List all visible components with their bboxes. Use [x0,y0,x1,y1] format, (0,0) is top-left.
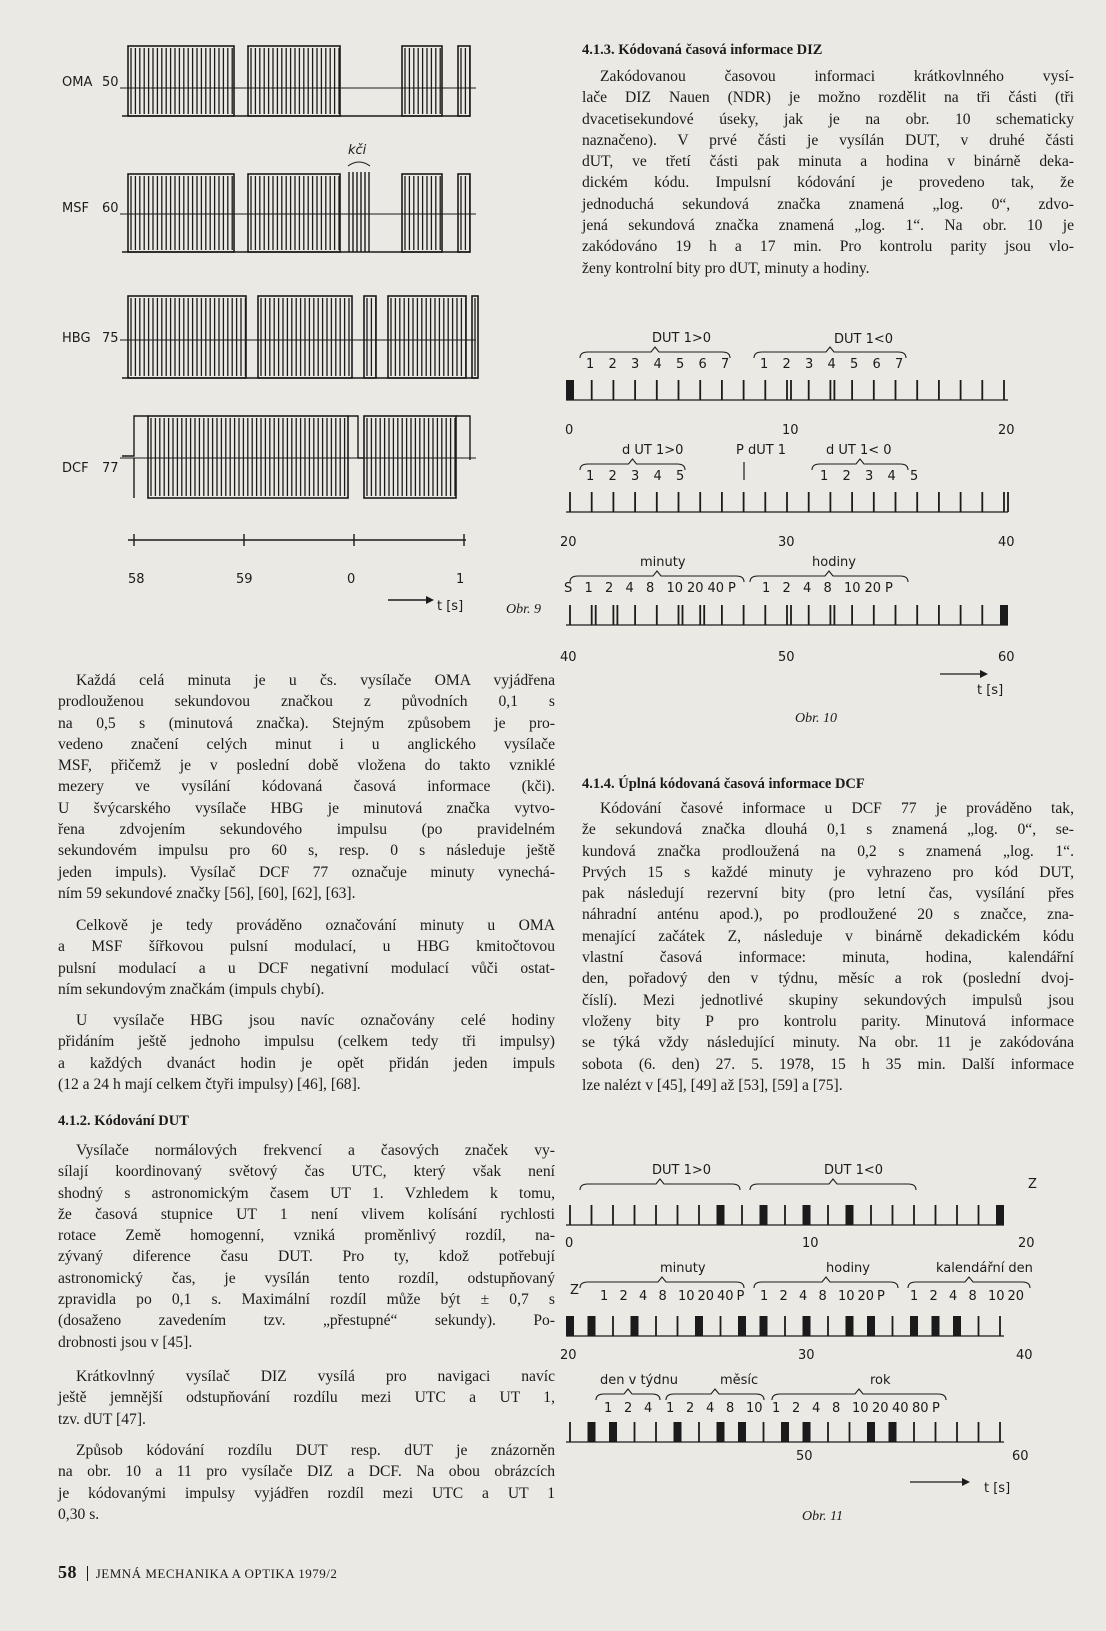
bit-number: 1 [762,581,771,596]
axis-mid: 30 [798,1348,815,1363]
bit-number: 4 [653,357,662,372]
brace-month [666,1389,764,1400]
figure-10 [560,320,1070,726]
text-line: a každých dvanáct hodin je opět přidán jeden impuls [58,1054,555,1072]
bit-number: 2 [608,469,617,484]
f11r3-long-pulse [738,1422,746,1442]
bit-number: P [932,1401,940,1416]
bit-number: 2 [929,1289,938,1304]
bit-number: 40 [892,1401,909,1416]
text-line: (12 a 24 h mají celkem čtyři impulsy) [46], [68]. [58,1075,361,1093]
f11r3-long-pulse [674,1422,682,1442]
text-line: rotace Země homogenní, vzniká proměnlivý rozdíl, na- [58,1227,555,1245]
bit-number: 2 [619,1289,628,1304]
f11r3-long-pulse [867,1422,875,1442]
text-line: kundová značka prodloužená na 0,2 s znamená „log. 1“. [582,842,1074,860]
bit-number: 4 [803,581,812,596]
f11r3-long-pulse [588,1422,596,1442]
block-outline [364,296,376,378]
text-line: tzv. dUT [47]. [58,1410,146,1428]
f11r2-long-pulse [738,1316,746,1336]
station-num-hbg: 75 [102,331,119,346]
bit-number: 2 [842,469,851,484]
dut-positive-label: DUT 1>0 [652,331,712,346]
axis-end: 20 [998,423,1015,438]
paragraph-dut-coding [58,1140,555,1353]
dcf-gap [348,416,364,458]
text-line: ním sekundovým značkám (impuls chybí). [58,980,325,998]
bit-number: 20 [1007,1289,1025,1304]
bit-number: 2 [624,1401,633,1416]
arrow-head [980,670,988,678]
time-unit-label: t [s] [977,683,1004,698]
bit-number: P [728,581,736,596]
dut-small-negative-label: d UT 1< 0 [826,443,892,458]
bit-number: 1 [820,469,829,484]
bit-number: 5 [676,469,685,484]
dcf-signal-block [148,416,348,498]
text-line: jená sekundová značka znamená „log. 1“. Na obr. 10 je [582,217,1074,235]
bit-number: 3 [865,469,874,484]
brace-year [772,1389,946,1400]
text-line: pak následují rezervní bity (pro letní čas, vysílání přes [582,885,1074,903]
bit-number: 4 [799,1289,808,1304]
text-line: že časová stupnice UT 1 není vlivem kolísání rychlosti [58,1205,555,1223]
paragraph-coding-method [58,1440,555,1525]
text-line: že sekundová značka dlouhá 0,1 s znamená „log. 0“, se- [582,821,1074,839]
text-line: jeden impuls). Vysílač DCF 77 označuje minuty vynechá- [58,863,555,881]
axis-end: 60 [1012,1449,1029,1464]
bit-number: 20 [872,1401,889,1416]
minutes-label: minuty [660,1261,706,1276]
station-num-oma: 50 [102,75,119,90]
bit-number: 6 [698,357,707,372]
hours-label: hodiny [826,1261,870,1276]
hbg-pulse-block [128,296,246,378]
dcf-edge [122,416,148,498]
journal-name: JEMNÁ MECHANIKA A OPTIKA 1979/2 [87,1566,338,1581]
f11r2-long-pulse [760,1316,768,1336]
bit-number: P [877,1289,885,1304]
bit-number: 2 [608,357,617,372]
axis-mid: 10 [802,1236,819,1251]
dcf-signal-block [364,416,456,498]
text-line: Krátkovlnný vysílač DIZ vysílá pro navigaci navíc [76,1368,555,1385]
f11r3-long-pulse [717,1422,725,1442]
f11r1-long-pulse [996,1205,1004,1225]
bit-number: 6 [872,357,881,372]
bit-number: 4 [653,469,662,484]
paragraph-dcf-coding [582,798,1074,1096]
bit-number: 8 [726,1401,735,1416]
brace-dut-positive [580,1179,740,1190]
page-number: 58 [58,1562,77,1582]
text-line: Vysílače normálových frekvencí a časových značek vy- [76,1142,555,1159]
text-line: zakódováno 19 h a 17 min. Pro kontrolu parity jsou vlo- [582,238,1074,256]
text-line: je kódovanými impulsy vyjádřen rozdíl mezi UTC a UT 1 [58,1484,555,1502]
station-label-oma: OMA [62,75,93,90]
station-num-msf: 60 [102,201,119,216]
bit-number: S [564,581,573,596]
text-line: na 0,5 s (minutová značka). Stejným způsobem je pro- [58,714,555,732]
f11r1-long-pulse [846,1205,854,1225]
axis-tick-58: 58 [128,572,145,587]
bit-number: 5 [676,357,685,372]
weekday-label: den v týdnu [600,1373,678,1388]
text-line: na obr. 10 a 11 pro vysílače DIZ a DCF. Na obou obrázcích [58,1463,555,1481]
text-line: mezery ve vysílání kódovaná časová informace (kči). [58,778,555,796]
paragraph-diz-coding [582,66,1074,279]
section-heading-4-1-3: 4.1.3. Kódovaná časová informace DIZ [582,42,823,58]
axis-end: 60 [998,650,1015,665]
text-line: shodný s astronomickým časem UT 1. Vzhledem k tomu, [58,1184,555,1202]
text-line: vloženy bity P pro kontrolu parity. Minutová informace [582,1012,1074,1030]
dut-small-positive-label: d UT 1>0 [622,443,684,458]
text-line: dUT, ve třetí části pak minuta a hodina v binárně deka- [582,153,1074,171]
section-heading-4-1-4: 4.1.4. Úplná kódovaná časová informace DCF [582,776,865,792]
bit-number: 40 [707,581,725,596]
bit-number: P [885,581,893,596]
axis-tick-1: 1 [456,572,465,587]
axis-start: 40 [560,650,577,665]
msf-pulse-block [402,174,442,252]
oma-pulse-block [128,46,234,116]
bit-number: 1 [604,1401,613,1416]
bit-number: 8 [646,581,655,596]
text-line: ním 59 sekundové značky [56], [60], [62], [63]. [58,884,356,902]
bit-number: 2 [605,581,614,596]
bit-number: 2 [792,1401,801,1416]
bit-number: 4 [827,357,836,372]
bit-number: 4 [887,469,896,484]
bit-number: 1 [586,469,595,484]
text-line: den, pořadový den v týdnu, měsíc a rok (poslední dvoj- [582,970,1074,988]
bit-number: 8 [823,581,832,596]
axis-end: 20 [1018,1236,1035,1251]
f11r2-long-pulse [953,1316,961,1336]
bit-number: 10 [988,1289,1005,1304]
f11r2-long-pulse [932,1316,940,1336]
brace-hours [754,1277,898,1288]
f11r2-long-pulse [867,1316,875,1336]
text-line: Prvých 15 s každé minuty je vyhrazeno pro kód DUT, [582,863,1074,881]
bit-number: 2 [686,1401,695,1416]
block-outline [458,46,470,116]
text-line: lze nalézt v [45], [49] až [53], [59] a [75]. [582,1076,843,1094]
brace-calendar-day [908,1277,1030,1288]
bit-number: 7 [721,357,730,372]
oma-pulse-block [248,46,340,116]
bit-number: 8 [968,1289,977,1304]
station-label-msf: MSF [62,201,89,216]
text-line: sekundovém impulsu pro 60 s, resp. 0 s následuje ještě [58,842,555,860]
f11r3-long-pulse [803,1422,811,1442]
kci-brace [348,162,370,166]
text-line: U švýcarského vysílače HBG je minutová značka vytvo- [58,799,555,817]
figure-caption: Obr. 11 [802,1509,843,1524]
text-line: Zakódovanou časovou informaci krátkovlnného vysí- [600,68,1074,85]
bit-number: 1 [910,1289,919,1304]
bit-number: 5 [910,469,919,484]
bit-number: 10 [746,1401,763,1416]
bit-number: 10 [678,1289,695,1304]
f11r2-long-pulse [588,1316,596,1336]
oma-pulse-block [402,46,442,116]
bit-number: 2 [779,1289,788,1304]
msf-pulse-block [128,174,234,252]
station-label-dcf: DCF [62,461,89,476]
text-line: dvacetisekundové úseky, jak je na obr. 10 schematicky [582,110,1074,128]
hbg-pulse-block [258,296,352,378]
f11r1-long-pulse [803,1205,811,1225]
dut-positive-label: DUT 1>0 [652,1163,712,1178]
bit-number: 8 [832,1401,841,1416]
bit-number: 2 [782,581,791,596]
f11r3-long-pulse [781,1422,789,1442]
section-heading-4-1-2: 4.1.2. Kódování DUT [58,1113,189,1129]
r1-long-pulse [566,380,574,400]
text-line: číslí). Mezi jednotlivé skupiny sekundových impulsů jsou [582,991,1074,1009]
text-line: astronomický čas, je vysílán tento rozdíl, odstupňovaný [58,1269,555,1287]
hbg-pulse-block [388,296,466,378]
paragraph-modulation-summary [58,915,555,1000]
text-line: sílají koordinovaný světový čas UTC, který však není [58,1163,555,1181]
calendar-day-label: kalendářní den [936,1261,1033,1276]
text-line: zývaný diference času DUT. Pro ty, kdož potřebují [58,1248,555,1266]
bit-number: 10 [852,1401,869,1416]
oma-pulse-block [458,46,470,116]
bit-number: 1 [586,357,595,372]
bit-number: 7 [895,357,904,372]
f11r2-long-pulse [631,1316,639,1336]
bit-number: 10 [666,581,684,596]
page-footer [58,1562,337,1583]
text-line: a MSF šířkovou pulsní modulací, u HBG kmitočtovou [58,938,555,956]
figure-9 [0,40,560,640]
hbg-pulse-block [472,296,478,378]
bit-number: 20 [864,581,882,596]
text-line: ženy kontrolní bity pro dUT, minuty a hodiny. [582,259,870,277]
f11r1-long-pulse [717,1205,725,1225]
axis-start: 0 [565,1236,574,1251]
bit-number: 3 [805,357,814,372]
axis-mid: 10 [782,423,799,438]
brace-dut-negative [750,1179,916,1190]
bit-number: P [736,1289,745,1304]
f11r2-long-pulse [695,1316,703,1336]
msf-pulse-block [458,174,470,252]
time-unit-label: t [s] [437,599,464,614]
station-label-hbg: HBG [62,331,91,346]
bit-number: 1 [772,1401,781,1416]
text-line: ještě jemnější odstupňování rozdílu mezi UTC a UT 1, [58,1389,555,1407]
bit-number: 1 [666,1401,675,1416]
bit-number: 20 [857,1289,875,1304]
bit-number: 1 [760,357,769,372]
msf-pulse-block [248,174,340,252]
dut-negative-label: DUT 1<0 [824,1163,884,1178]
text-line: vedeno značení celých minut i u anglického vysílače [58,735,555,753]
f11r2-long-pulse [846,1316,854,1336]
z-label: Z [570,1283,579,1298]
bit-number: 10 [844,581,861,596]
text-line: vlastní časová informace: minuta, hodina, kalendářní [582,949,1074,967]
text-line: MSF, přičemž je v poslední době vložena do takto vzniklé [58,757,555,775]
bit-number: 4 [644,1401,653,1416]
dut-negative-label: DUT 1<0 [834,332,894,347]
figure-caption: Obr. 9 [506,602,542,617]
text-line: Způsob kódování rozdílu DUT resp. dUT je znázorněn [76,1442,555,1459]
axis-mid: 30 [778,535,795,550]
hbg-pulse-block [364,296,376,378]
bit-number: 80 [912,1401,929,1416]
f11r2-long-pulse [803,1316,811,1336]
bit-number: 4 [625,581,634,596]
time-unit-label: t [s] [984,1481,1011,1496]
bit-number: 4 [949,1289,958,1304]
f11r3-long-pulse [889,1422,897,1442]
text-line: zpravidla po 0,1 s. Maximální rozdíl může být ± 0,7 s [58,1291,555,1309]
bit-number: 4 [812,1401,821,1416]
bit-number: 1 [760,1289,769,1304]
bit-number: 1 [584,581,593,596]
paragraph-hbg-hours [58,1010,555,1095]
text-line: přidáním ještě jednoho impulsu (celkem tedy tři impulsy) [58,1033,555,1051]
bit-number: 40 [717,1289,734,1304]
bit-number: 1 [600,1289,609,1304]
arrow-head [426,596,434,604]
text-line: lače DIZ Nauen (NDR) je možno rozdělit na tři části (tři [582,89,1074,107]
bit-number: 3 [631,357,640,372]
text-line: se týká vždy následující minuty. Na obr. 11 je zakódována [582,1034,1074,1052]
bit-number: 2 [782,357,791,372]
block-outline [458,174,470,252]
month-label: měsíc [720,1373,759,1388]
year-label: rok [870,1373,891,1388]
bit-number: 3 [631,469,640,484]
bit-number: 20 [687,581,704,596]
r3-long-pulse [1000,605,1008,625]
brace-weekday [596,1389,660,1400]
f11r1-long-pulse [760,1205,768,1225]
parity-dut-label: P dUT 1 [736,443,787,458]
bit-number: 5 [850,357,859,372]
axis-start: 20 [560,1348,577,1363]
text-line: naznačeno). V prvé části je vysílán DUT, v druhé části [582,131,1074,149]
axis-start: 0 [565,423,574,438]
bit-number: 20 [697,1289,715,1304]
minutes-label: minuty [640,555,686,570]
axis-mid: 50 [778,650,795,665]
text-line: sobota (6. den) 27. 5. 1978, 15 h 35 min. Další informace [582,1055,1074,1073]
f11r2-long-pulse [566,1316,574,1336]
brace-minutes [580,1277,744,1288]
text-line: pulsní modulací a u DCF negativní modulací vůči ostat- [58,959,555,977]
paragraph-diz-dut [58,1366,555,1430]
text-line: náhradní anténu apod.), po prodloužené 20 s značce, zna- [582,906,1074,924]
text-line: prodlouženou sekundovou značkou z původních 0,1 s [58,693,555,711]
text-line: (dosaženo zavedením tzv. „přestupné“ sekundy). Po- [58,1312,555,1330]
text-line: U vysílače HBG jsou navíc označovány celé hodiny [76,1012,555,1029]
axis-mid: 50 [796,1449,813,1464]
text-line: jednoduchá sekundová značka znamená „log. 0“, zdvo- [582,195,1074,213]
text-line: Celkově je tedy prováděno označování minuty u OMA [76,917,555,934]
hours-label: hodiny [812,555,856,570]
f11r2-long-pulse [910,1316,918,1336]
figure-11 [560,1150,1070,1550]
bit-number: 10 [838,1289,855,1304]
text-line: Každá celá minuta je u čs. vysílače OMA vyjádřena [76,672,555,689]
axis-end: 40 [998,535,1015,550]
paragraph-minute-marks [58,670,555,904]
kci-label: kči [348,143,367,158]
text-line: drobnosti jsou v [45]. [58,1333,193,1351]
figure-caption: Obr. 10 [795,711,838,726]
dcf-edge [456,416,470,460]
text-line: 0,30 s. [58,1505,100,1523]
arrow-head [962,1478,970,1486]
axis-tick-59: 59 [236,572,253,587]
station-num-dcf: 77 [102,461,119,476]
text-line: menající začátek Z, následuje v binárně dekadickém kódu [582,927,1074,945]
bit-number: 8 [818,1289,827,1304]
text-line: Kódování časové informace u DCF 77 je prováděno tak, [600,800,1074,817]
axis-tick-0: 0 [347,572,356,587]
text-line: řena zdvojením sekundového impulsu (po pravidelném [58,821,555,839]
z-label: Z [1028,1177,1037,1192]
axis-end: 40 [1016,1348,1033,1363]
bit-number: 4 [639,1289,648,1304]
axis-start: 20 [560,535,577,550]
bit-number: 4 [706,1401,715,1416]
bit-number: 8 [658,1289,667,1304]
f11r3-long-pulse [609,1422,617,1442]
text-line: dickém kódu. Impulsní kódování je provedeno tak, že [582,174,1074,192]
